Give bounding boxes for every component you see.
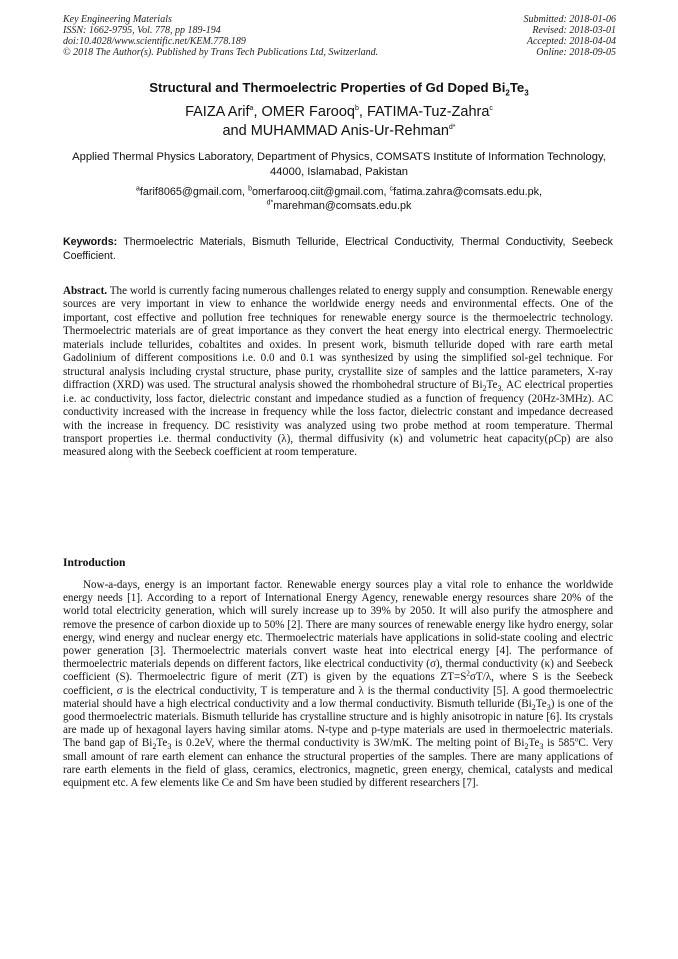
formula-text: Te xyxy=(535,697,547,710)
formula-sub: 2 xyxy=(524,742,529,752)
email-mark: b xyxy=(248,185,252,193)
abstract-text: The world is currently facing numerous challenges related to energy supply and consumption. Renewable energy sources are very important in view to enhance the worldwide energy needs and environmental effects. One of the important, cost effective and pollution free techniques for renewable energy source is the thermoelectric technology. Thermoelectric materials are of great importance as they convert the heat energy into electrical energy. Thermoelectric materials include tellurides, cobaltites and oxides. In present work, bismuth telluride doped with rare earth metal Gadolinium of different compositions i.e. 0.0 and 0.1 was synthesized by using the simplified sol-gel technique. For structural analysis including crystal structure, phase purity, crystallite size of samples and the lattice parameters, X-ray diffraction (XRD) was used. The structural analysis showed the rhombohedral structure of Bi xyxy=(63,285,613,392)
journal-header xyxy=(63,14,378,58)
title-sub: 3 xyxy=(524,88,529,98)
email-mark: a xyxy=(135,185,140,193)
journal-doi[interactable]: doi:10.4028/www.scientific.net/KEM.778.189 xyxy=(63,36,246,47)
intro-text: is 0.2eV, where the thermal conductivity is 3W/mK. The melting point of Bi xyxy=(171,737,525,750)
keywords-label: Keywords: xyxy=(63,236,118,248)
abstract-text: AC electrical properties i.e. ac conductivity, loss factor, dielectric constant and impedance studied as a function of frequency (20Hz-3MHz). AC conductivity increased with the increase in frequency while the loss factor, dielectric constant and impedance decreased with the increase in frequency. DC resistivity was analyzed using two probe method at room temperature. Thermal transport properties i.e. thermal conductivity (λ), thermal diffusivity (κ) and volumetric heat capacity(ρCp) are also measured along with the Seebeck coefficient at room temperature. xyxy=(63,379,613,459)
email-mark: d* xyxy=(266,199,274,207)
email-line-2 xyxy=(60,199,618,213)
author-list xyxy=(0,103,678,141)
date-accepted: Accepted: 2018-04-04 xyxy=(526,36,616,47)
author-conjunction: and xyxy=(222,123,247,139)
date-submitted: Submitted: 2018-01-06 xyxy=(523,14,616,25)
keywords-text: Thermoelectric Materials, Bismuth Telluride, Electrical Conductivity, Thermal Conductivity, Seebeck Coefficient. xyxy=(63,236,613,262)
section-heading-introduction: Introduction xyxy=(63,557,126,569)
author-name: MUHAMMAD Anis-Ur-Rehman xyxy=(250,123,449,139)
formula-sub: 2 xyxy=(531,703,536,713)
email-address[interactable]: fatima.zahra@comsats.edu.pk, xyxy=(393,186,543,198)
intro-text: C. Very small amount of rare earth element can enhance the structural properties of the samples. There are many applications of rare earth elements in the field of glass, ceramics, electronics, magnetic, green energy, chemical, catalysts and medical equipment etc. A few elements like Ce and Sm have been studied by different researchers [7]. xyxy=(63,737,613,790)
abstract xyxy=(63,285,613,460)
formula-sub: 3. xyxy=(497,384,504,394)
date-revised: Revised: 2018-03-01 xyxy=(532,25,616,36)
formula-sub: 3 xyxy=(167,742,172,752)
formula-text: Te xyxy=(156,737,168,750)
intro-text: ) is one of the good thermoelectric materials. Bismuth telluride has crystalline structure and is highly anisotropic in nature [6]. Its crystals are made up of hexagonal layers having similar atoms. N-type and p-type materials are used in thermoelectric materials. The band gap of Bi xyxy=(63,697,613,750)
author-name: OMER Farooq xyxy=(261,104,355,120)
paper-title xyxy=(0,80,678,98)
formula-text: Te xyxy=(486,379,498,392)
journal-copyright: © 2018 The Author(s). Published by Trans Tech Publications Ltd, Switzerland. xyxy=(63,47,379,58)
email-line-1 xyxy=(60,185,618,199)
author-mark: b xyxy=(354,105,359,113)
affiliation: Applied Thermal Physics Laboratory, Department of Physics, COMSATS Institute of Information Technology, 44000, Islamabad, Pakistan xyxy=(72,151,606,178)
title-text: Structural and Thermoelectric Properties of Gd Doped Bi xyxy=(149,80,506,95)
author-mark: a xyxy=(249,105,254,113)
formula-text: Te xyxy=(528,737,540,750)
email-mark: c xyxy=(389,185,394,193)
email-address[interactable]: farif8065@gmail.com, xyxy=(139,186,246,198)
author-line-1: FAIZA Arif$^a$, OMER Farooq$^b$, FATIMA-Tuz-Zahra$^c$ xyxy=(185,104,493,120)
formula-sub: 3 xyxy=(546,703,551,713)
author-line-2 xyxy=(0,122,678,141)
keywords xyxy=(63,235,613,263)
author-mark: c xyxy=(489,105,493,113)
journal-issn: ISSN: 1662-9795, Vol. 778, pp 189-194 xyxy=(63,25,221,36)
email-address[interactable]: omerfarooq.ciit@gmail.com, xyxy=(251,186,387,198)
formula-sub: 2 xyxy=(152,742,157,752)
title-sub: 2 xyxy=(505,88,510,98)
dates-header xyxy=(524,14,617,58)
author-name: FATIMA-Tuz-Zahra xyxy=(366,104,490,120)
intro-text: σT/λ, where S is the Seebeck coefficient, σ is the electrical conductivity, T is temperature and λ is the thermal conductivity [5]. A good thermoelectric material should have a high electrical conductivity and a low thermal conductivity. Bismuth telluride (Bi xyxy=(63,671,614,710)
introduction-paragraph xyxy=(63,579,613,790)
degree-sup: o xyxy=(574,735,579,744)
formula-sub: 3 xyxy=(539,742,544,752)
intro-text: Now-a-days, energy is an important factor. Renewable energy sources play a vital role to enhance the worldwide energy needs [1]. According to a report of International Energy Agency, renewable energy resources share 20% of the world total electricity generation, which will surely increase up to 39% by 2050. It will also purify the atmosphere and remove the presence of carbon dioxide up to 50% [2]. There are many sources of renewable energy like hydro energy, solar energy, wind energy and nuclear energy etc. Thermoelectric materials have applications in solid-state cooling and electric power generation [3]. Thermoelectric materials convert waste heat into electrical energy [4]. The performance of thermoelectric materials depends on different factors, like electrical conductivity (σ), thermal conductivity (κ) and Seebeck coefficient (S). Thermoelectric figure of merit (ZT) is given by the equations ZT=S xyxy=(63,579,613,684)
author-name: FAIZA Arif xyxy=(185,104,250,120)
formula-sup: 2 xyxy=(466,669,470,678)
author-mark: d* xyxy=(448,124,456,132)
journal-name: Key Engineering Materials xyxy=(63,14,172,25)
email-address[interactable]: marehman@comsats.edu.pk xyxy=(273,200,412,212)
date-online: Online: 2018-09-05 xyxy=(536,47,616,58)
title-text: Te xyxy=(509,80,525,95)
intro-text: is 585 xyxy=(543,737,575,750)
formula-sub: 2 xyxy=(482,384,487,394)
abstract-label: Abstract. xyxy=(63,285,108,297)
email-list xyxy=(60,185,618,213)
